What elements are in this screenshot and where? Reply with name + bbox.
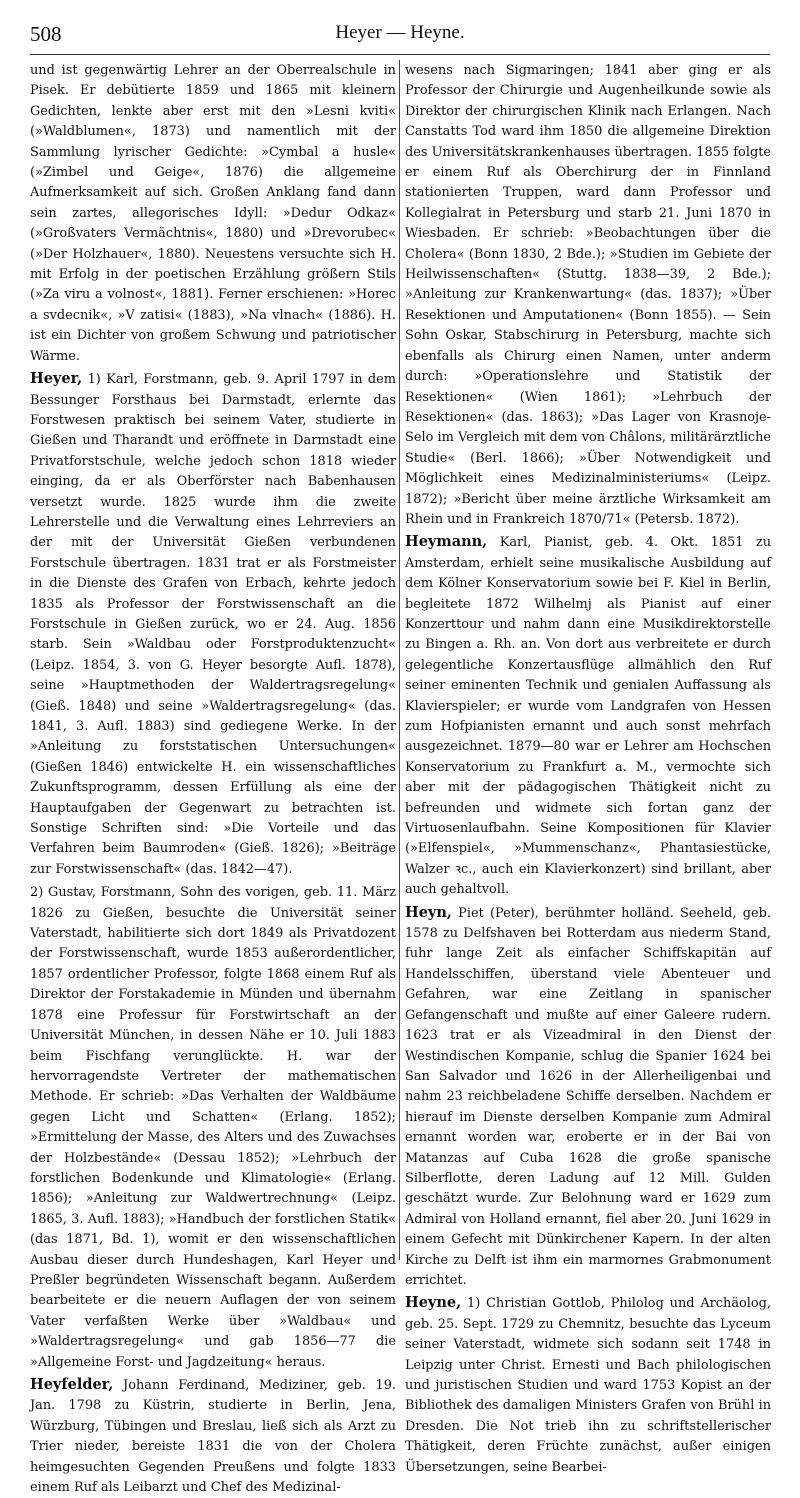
page-header: [30, 22, 770, 50]
entry-text: 1) Karl, Forstmann, geb. 9. April 1797 in dem Bessunger Forsthaus bei Darmstadt, erlernte das Forstwesen praktisch bei seinem Vater, studierte in Gießen und Tharandt und eröffnete in Darmstadt eine Privatforstschule, welche jedoch schon 1818 wieder einging, da er als Oberförster nach Babenhausen versetzt wurde. 1825 wurde ihm die zweite Lehrerstelle und die Verwaltung eines Lehrreviers an der mit der Universität Gießen verbundenen Forstschule übertragen. 1831 trat er als Forstmeister in die Dienste des Grafen von Erbach, kehrte jedoch 1835 als Professor der Forstwissenschaft an die Forstschule in Gießen zurück, wo er 24. Aug. 1856 starb. Sein »Waldbau oder Forstproduktenzucht« (Leipz. 1854, 3. von G. Heyer besorgte Aufl. 1878), seine »Hauptmethoden der Waldertragsregelung« (Gieß. 1848) und seine »Waldertragsregelung« (das. 1841, 3. Aufl. 1883) sind gediegene Werke. In der »Anleitung zu forststatischen Untersuchungen« (Gießen 1846) entwickelte H. ein wissenschaftliches Zukunftsprogramm, dessen Erfüllung als eine der Hauptaufgaben der Gegenwart zu betrachten ist. Sonstige Schriften sind: »Die Vorteile und das Verfahren beim Baumroden« (Gieß. 1826); »Beiträge zur Forstwissenschaft« (das. 1842—47).: [30, 372, 396, 877]
right-column: [405, 60, 771, 1478]
entry-headword: Heymann,: [405, 533, 488, 551]
left-column: [30, 60, 396, 1498]
entry-paragraph: [405, 60, 771, 530]
entry-text: 2) Gustav, Forstmann, Sohn des vorigen, geb. 11. März 1826 zu Gießen, besuchte die Universität seiner Vaterstadt, habilitierte sich dort 1849 als Privatdozent der Forstwissenschaft, wurde 1853 außerordentlicher, 1857 ordentlicher Professor, folgte 1868 einem Ruf als Direktor der Forstakademie in Münden und übernahm 1878 eine Professur für Forstwirtschaft an der Universität München, in dessen Nähe er 10. Juli 1883 beim Fischfang verunglückte. H. war der hervorragendste Vertreter der mathematischen Methode. Er schrieb: »Das Verhalten der Waldbäume gegen Licht und Schatten« (Erlang. 1852); »Ermittelung der Masse, des Alters und des Zuwachses der Holzbestände« (Dessau 1852); »Lehrbuch der forstlichen Bodenkunde und Klimatologie« (Erlang. 1856); »Anleitung zur Waldwertrechnung« (Leipz. 1865, 3. Aufl. 1883); »Handbuch der forstlichen Statik« (das 1871, Bd. 1), womit er den wissenschaftlichen Ausbau dieser durch Hundeshagen, Karl Heyer und Preßler begründeten Wissenschaft begann. Außerdem bearbeitete er die neuern Auflagen der von seinem Vater verfaßten Werke über »Waldbau« und »Waldertragsregelung« und gab 1856—77 die »Allgemeine Forst- und Jagdzeitung« heraus.: [30, 885, 396, 1370]
entry-paragraph: [405, 903, 771, 1292]
entry-headword: Heyfelder,: [30, 1376, 114, 1393]
column-divider: [399, 60, 400, 1260]
entry-paragraph: [30, 1375, 396, 1498]
entry-headword: Heyne,: [405, 1294, 462, 1312]
entry-text: Piet (Peter), berühmter holländ. Seeheld, geb. 1578 zu Delfshaven bei Rotterdam aus niederm Stand, fuhr lange Zeit als einfacher Schiffskapitän auf Handelsschiffen, überstand viele Abenteuer und Gefahren, war eine Zeitlang in spanischer Gefangenschaft und mußte auf einer Galeere rudern. 1623 trat er als Vizeadmiral in den Dienst der Westindischen Kompanie, schlug die Spanier 1624 bei San Salvador und 1626 in der Allerheiligenbai und nahm 23 reichbeladene Schiffe derselben. Nachdem er hierauf im Dienste derselben Kompanie zum Admiral ernannt worden war, eroberte er in der Bai von Matanzas auf Cuba 1628 die große spanische Silberflotte, deren Ladung auf 12 Mill. Gulden geschätzt wurde. Zur Belohnung ward er 1629 zum Admiral von Holland ernannt, fiel aber 20. Juni 1629 in einem Gefecht mit Dünkirchener Kapern. In der alten Kirche zu Delft ist ihm ein marmornes Grabmonument errichtet.: [405, 905, 771, 1288]
entry-headword: Heyn,: [405, 903, 452, 921]
entry-headword: Heyer,: [30, 370, 83, 388]
page-number: 508: [30, 22, 62, 46]
entry-text: 1) Christian Gottlob, Philolog und Archäolog, geb. 25. Sept. 1729 zu Chemnitz, besuchte das Lyceum seiner Vaterstadt, widmete sich sodann seit 1748 in Leipzig unter Christ. Ernesti und Bach philologischen und juristischen Studien und ward 1753 Kopist an der Bibliothek des damaligen Ministers Grafen von Brühl in Dresden. Die Not trieb ihn zu schriftstellerischer Thätigkeit, deren Früchte zunächst, außer einigen Übersetzungen, seine Bearbei-: [405, 1296, 771, 1475]
entry-paragraph: [30, 369, 396, 880]
entry-text: wesens nach Sigmaringen; 1841 aber ging er als Professor der Chirurgie und Augenheilkunde sowie als Direktor der chirurgischen Klinik nach Erlangen. Nach Canstatts Tod ward ihm 1850 die allgemeine Direktion des Universitätskrankenhauses übertragen. 1855 folgte er einem Ruf als Oberchirurg der in Finnland stationierten Truppen, ward dann Professor und Kollegialrat in Petersburg und starb 21. Juni 1870 in Wiesbaden. Er schrieb: »Beobachtungen über die Cholera« (Bonn 1830, 2 Bde.); »Studien im Gebiete der Heilwissenschaften« (Stuttg. 1838—39, 2 Bde.); »Anleitung zur Krankenwartung« (das. 1837); »Über Resektionen und Amputationen« (Bonn 1855). — Sein Sohn Oskar, Stabschirurg in Petersburg, machte sich ebenfalls als Chirurg einen Namen, unter anderm durch: »Operationslehre und Statistik der Resektionen« (Wien 1861); »Lehrbuch der Resektionen« (das. 1863); »Das Lager von Krasnoje-Selo im Vergleich mit dem von Châlons, militärärztliche Studie« (Berl. 1866); »Über Notwendigkeit und Möglichkeit eines Medizinalministeriums« (Leipz. 1872); »Bericht über meine ärztliche Wirksamkeit am Rhein und in Frankreich 1870/71« (Petersb. 1872).: [405, 63, 771, 527]
entry-paragraph: [30, 882, 396, 1373]
entry-text: und ist gegenwärtig Lehrer an der Oberrealschule in Pisek. Er debütierte 1859 und 1865 mit kleinern Gedichten, lenkte aber erst mit den »Lesni kviti« (»Waldblumen«, 1873) und namentlich mit der Sammlung lyrischer Gedichte: »Cymbal a husle« (»Zimbel und Geige«, 1876) die allgemeine Aufmerksamkeit auf sich. Großen Anklang fand dann sein zartes, allegorisches Idyll: »Dedur Odkaz« (»Großvaters Vermächtnis«, 1880) und »Drevorubec« (»Der Holzhauer«, 1880). Neuestens versuchte sich H. mit Erfolg in der poetischen Erzählung größern Stils (»Za viru a volnost«, 1881). Ferner erschienen: »Horec a svdecnik«, »V zatisi« (1883), »Na vlnach« (1886). H. ist ein Dichter von großem Schwung und patriotischer Wärme.: [30, 63, 396, 364]
entry-text: Johann Ferdinand, Mediziner, geb. 19. Jan. 1798 zu Küstrin, studierte in Berlin, Jena, Würzburg, Tübingen und Breslau, ließ sich als Arzt zu Trier nieder, bereiste 1831 die von der Cholera heimgesuchten Gegenden Preußens und folgte 1833 einem Ruf als Leibarzt und Chef des Medizinal-: [30, 1378, 396, 1496]
running-head: Heyer — Heyne.: [335, 22, 465, 43]
entry-paragraph: [405, 1293, 771, 1478]
entry-paragraph: [30, 60, 396, 367]
entry-paragraph: [405, 532, 771, 900]
header-rule: [30, 54, 770, 55]
entry-text: Karl, Pianist, geb. 4. Okt. 1851 zu Amsterdam, erhielt seine musikalische Ausbildung auf dem Kölner Konservatorium sowie bei F. Kiel in Berlin, begleitete 1872 Wilhelmj als Pianist auf einer Konzerttour und nahm dann eine Musikdirektorstelle zu Bingen a. Rh. an. Von dort aus verbreitete er durch gelegentliche Konzertausflüge allmählich den Ruf seiner eminenten Technik und genialen Auffassung als Klavierspieler; er wurde vom Landgrafen von Hessen zum Hofpianisten ernannt und auch sonst mehrfach ausgezeichnet. 1879—80 war er Lehrer am Hochschen Konservatorium zu Frankfurt a. M., vermochte sich aber mit der pädagogischen Thätigkeit nicht zu befreunden und widmete sich fortan ganz der Virtuosenlaufbahn. Seine Kompositionen für Klavier (»Elfenspiel«, »Mummenschanz«, Phantasiestücke, Walzer ꝛc., auch ein Klavierkonzert) sind brillant, aber auch gehaltvoll.: [405, 535, 771, 898]
